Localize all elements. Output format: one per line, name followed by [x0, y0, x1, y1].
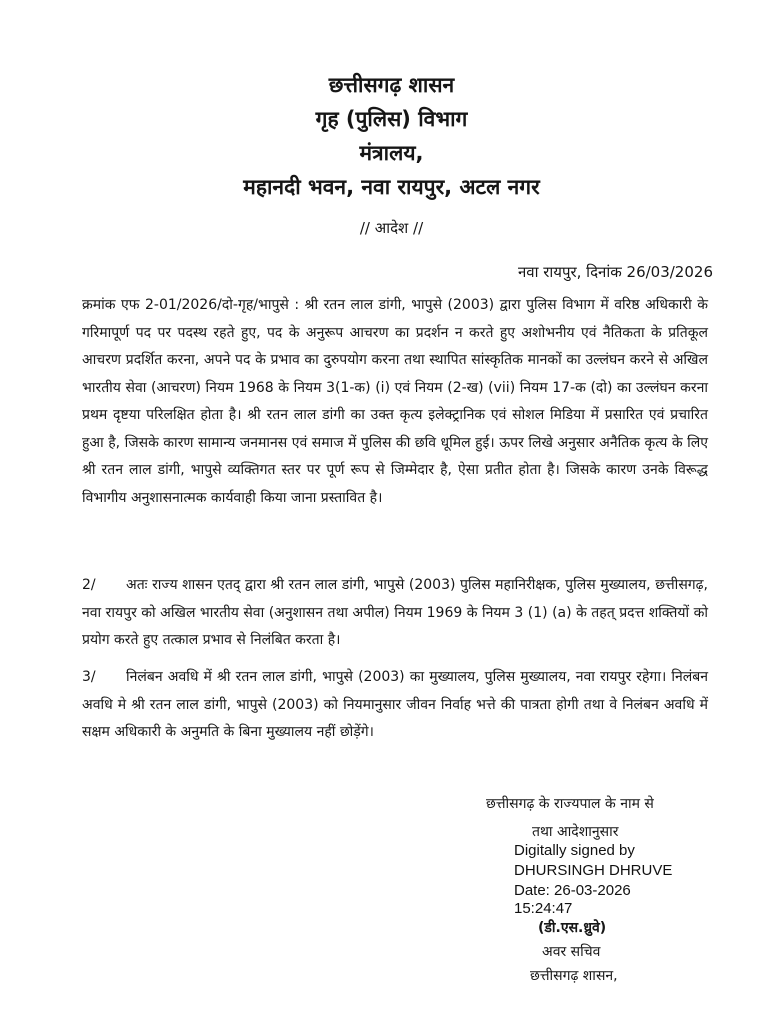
digital-signature-date: Date: 26-03-2026 [514, 882, 631, 899]
digital-signature-name: DHURSINGH DHRUVE [514, 862, 673, 879]
signature-by-order: तथा आदेशानुसार [532, 824, 619, 840]
signatory-office: छत्तीसगढ़ शासन, [530, 968, 618, 984]
paragraph-3 [82, 664, 708, 747]
paragraph-2-text: अतः राज्य शासन एतद् द्वारा श्री रतन लाल डांगी, भापुसे (2003) पुलिस महानिरीक्षक, पुलिस मुख्यालय, छत्तीसगढ़, नवा रायपुर को अखिल भारतीय सेवा (अनुशासन तथा अपील) नियम 1969 के नियम 3 (1) (a) के तहत् प्रदत्त शक्तियों को प्रयोग करते हुए तत्काल प्रभाव से निलंबित करता है। [82, 577, 708, 648]
signatory-name: (डी.एस.ध्रुवे) [538, 920, 607, 936]
header-ministry: मंत्रालय, [359, 141, 424, 165]
order-title: // आदेश // [359, 219, 424, 237]
signature-on-behalf: छत्तीसगढ़ के राज्यपाल के नाम से [486, 796, 654, 812]
header-address: महानदी भवन, नवा रायपुर, अटल नगर [243, 175, 540, 199]
digital-signature-time: 15:24:47 [514, 900, 573, 917]
paragraph-1: क्रमांक एफ 2-01/2026/दो-गृह/भापुसे : श्री रतन लाल डांगी, भापुसे (2003) द्वारा पुलिस विभाग में वरिष्ठ अधिकारी के गरिमापूर्ण पद पर पदस्थ रहते हुए, पद के अनुरूप आचरण का प्रदर्शन न करते हुए अशोभनीय एवं नैतिकता के प्रतिकूल आचरण प्रदर्शित करना, अपने पद के प्रभाव का दुरुपयोग करना तथा स्थापित सांस्कृतिक मानकों का उल्लंघन करने से अखिल भारतीय सेवा (आचरण) नियम 1968 के नियम 3(1-क) (i) एवं नियम (2-ख) (vii) नियम 17-क (दो) का उल्लंघन करना प्रथम दृष्टया परिलक्षित होता है। श्री रतन लाल डांगी का उक्त कृत्य इलेक्ट्रानिक एवं सोशल मिडिया में प्रसारित एवं प्रचारित हुआ है, जिसके कारण सामान्य जनमानस एवं समाज में पुलिस की छवि धूमिल हुई। ऊपर लिखे अनुसार अनैतिक कृत्य के लिए श्री रतन लाल डांगी, भापुसे व्यक्तिगत स्तर पर पूर्ण रूप से जिम्मेदार है, ऐसा प्रतीत होता है। जिसके कारण उनके विरूद्ध विभागीय अनुशासनात्मक कार्यवाही किया जाना प्रस्तावित है। [82, 297, 708, 506]
signatory-designation: अवर सचिव [542, 944, 601, 960]
paragraph-2-number: 2/ [82, 577, 96, 593]
place-date: नवा रायपुर, दिनांक 26/03/2026 [517, 263, 713, 281]
digital-signature-label: Digitally signed by [514, 842, 635, 859]
paragraph-3-number: 3/ [82, 669, 96, 685]
paragraph-2 [82, 572, 708, 655]
paragraph-3-text: निलंबन अवधि में श्री रतन लाल डांगी, भापुसे (2003) का मुख्यालय, पुलिस मुख्यालय, नवा रायपुर रहेगा। निलंबन अवधि मे श्री रतन लाल डांगी, भापुसे (2003) को नियमानुसार जीवन निर्वाह भत्ते की पात्रता होगी तथा वे निलंबन अवधि में सक्षम अधिकारी के अनुमति के बिना मुख्यालय नहीं छोड़ेंगे। [82, 669, 708, 740]
header-department: गृह (पुलिस) विभाग [315, 107, 468, 131]
header-government: छत्तीसगढ़ शासन [328, 73, 455, 97]
letterhead [0, 68, 783, 204]
